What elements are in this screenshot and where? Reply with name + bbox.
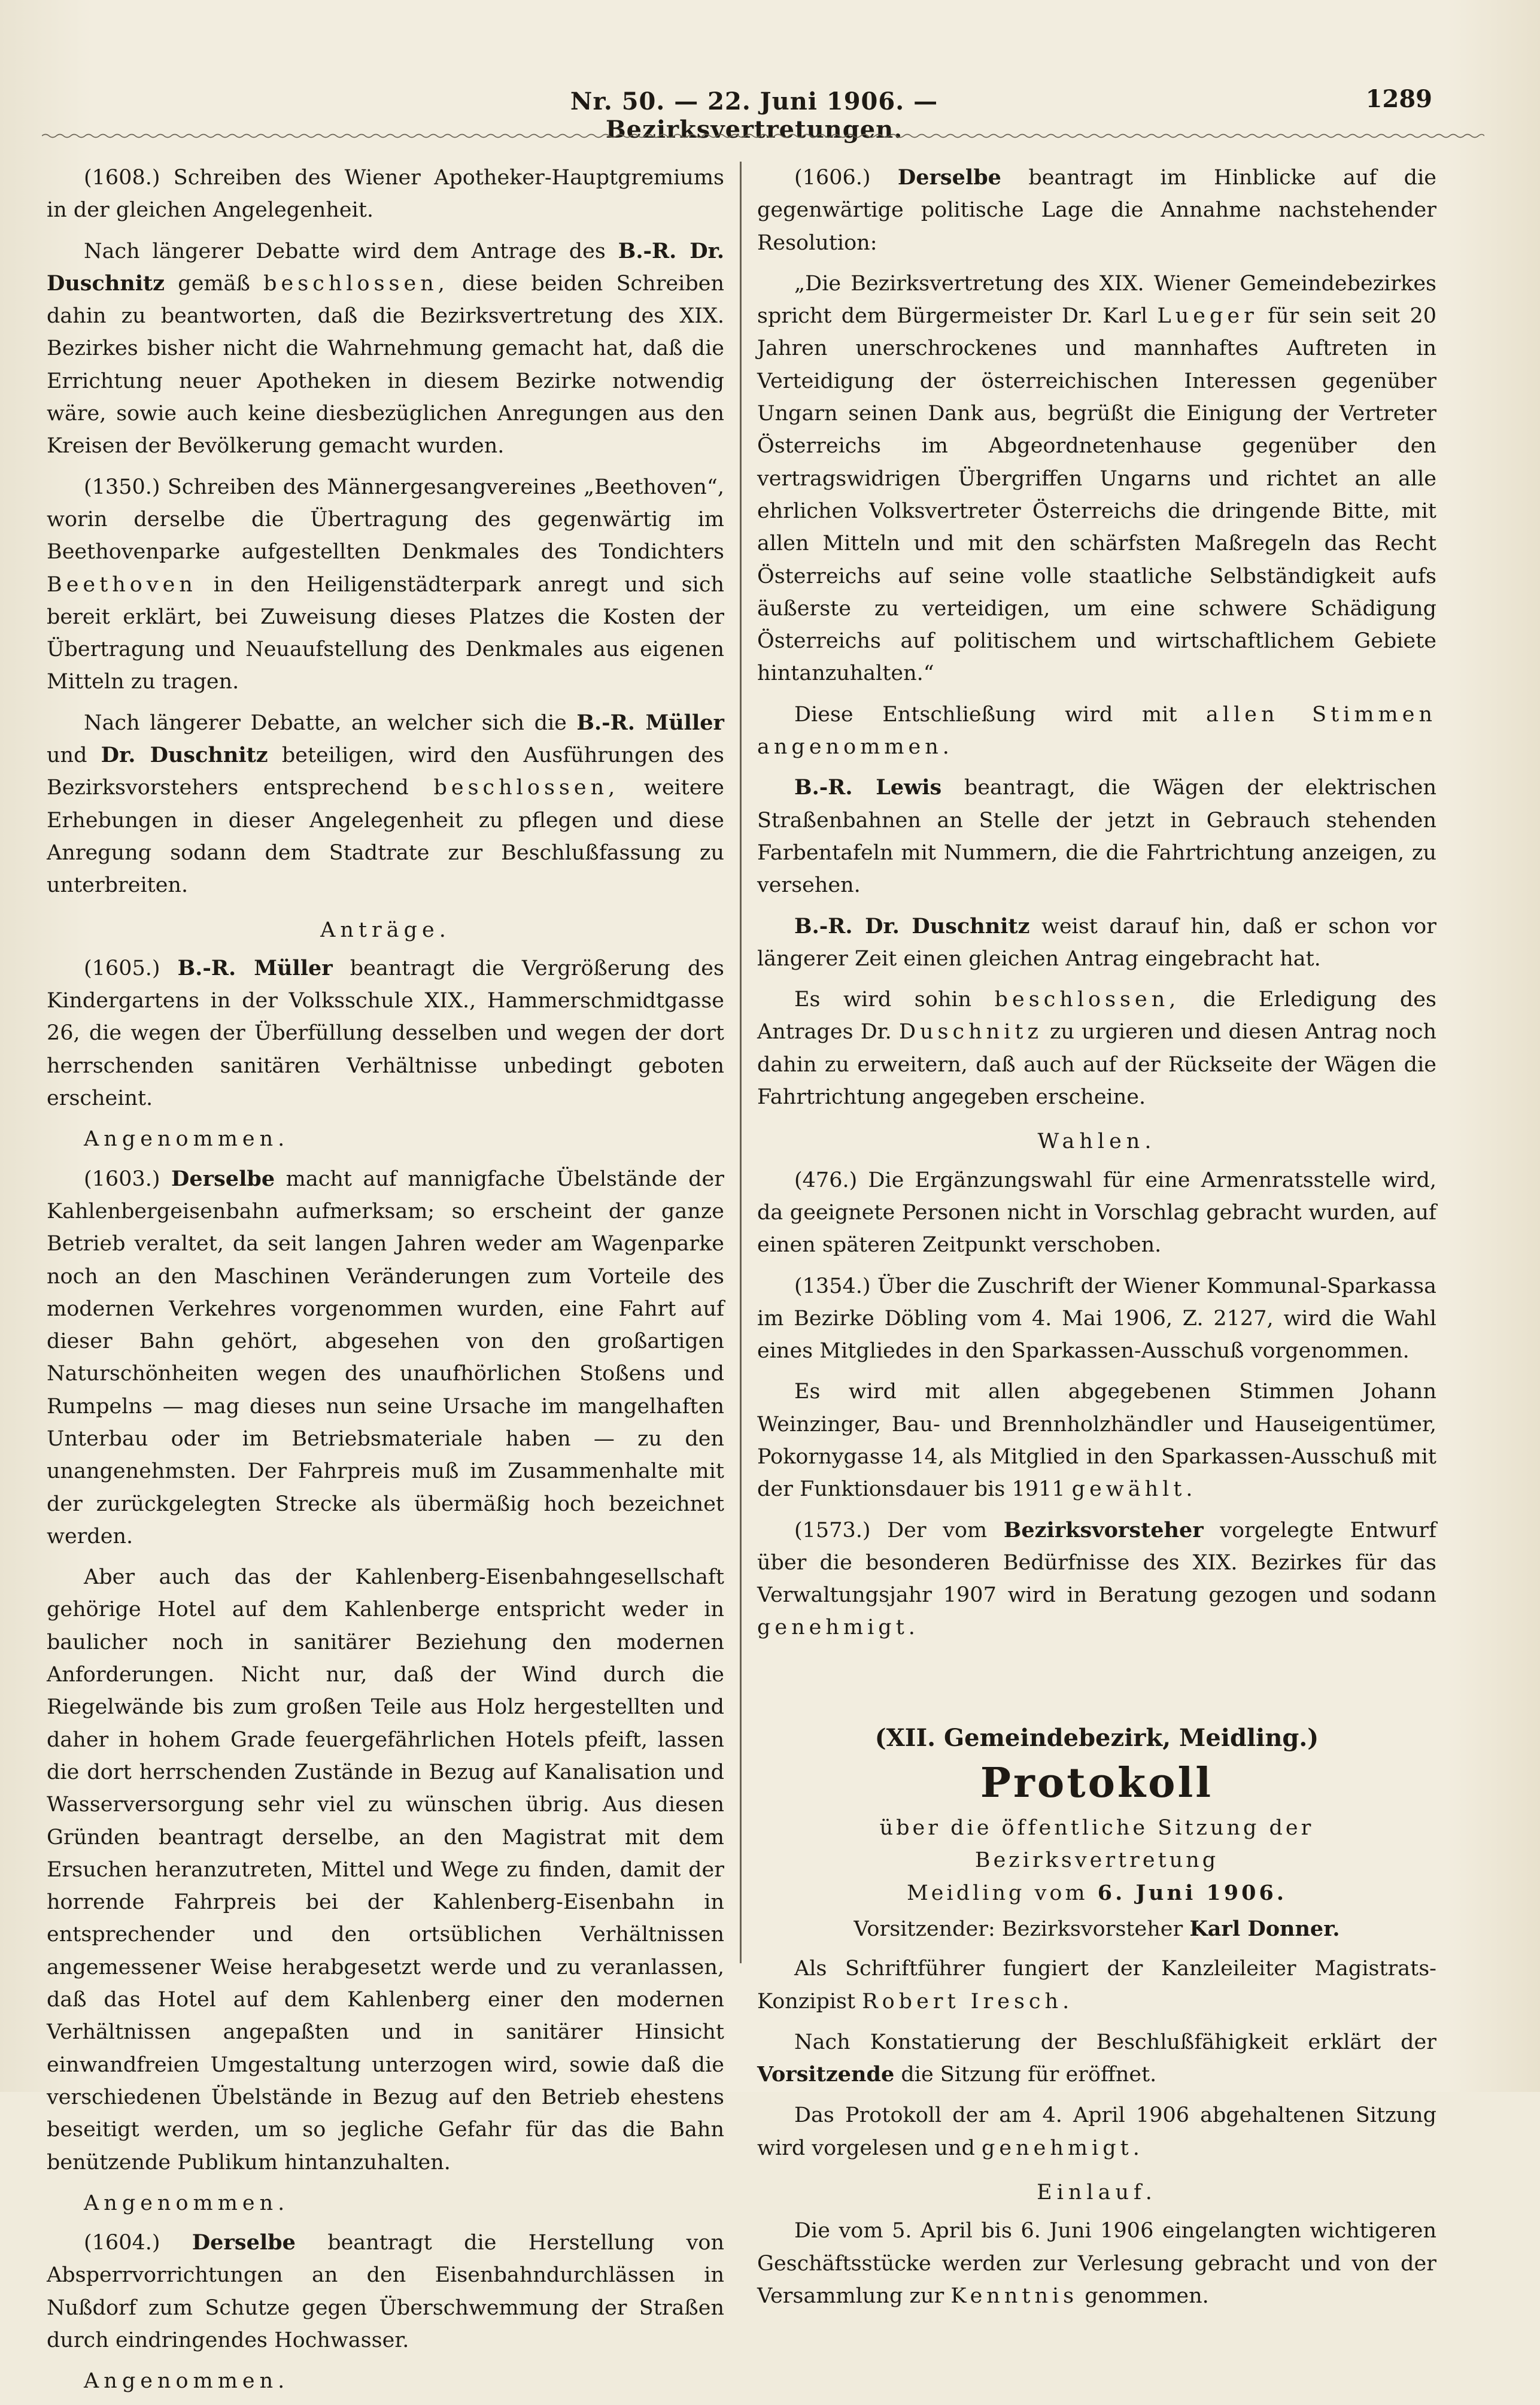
running-title: Nr. 50. — 22. Juni 1906. — Bezirksvertretungen. — [570, 87, 938, 144]
text-fragment: Es wird sohin — [794, 988, 972, 1012]
paragraph-einlauf — [757, 2215, 1436, 2312]
text-fragment: diese beiden Schreiben dahin zu beantworten, daß die Bezirksvertretung des XIX. Bezirkes bisher nicht die Wahrnehmung gemacht hat, daß die Errichtung neuer Apotheken in diesem Bezirke notwendig wäre, sowie auch keine diesbezüglichen Anregungen aus den Kreisen der Bevölkerung gemacht wurden. — [47, 271, 724, 458]
item-number: (1608.) — [84, 166, 160, 190]
header-wavy-rule — [42, 133, 1484, 139]
person-name: B.-R. Dr. Duschnitz — [794, 913, 1030, 939]
emphasis: Lueger — [1157, 304, 1258, 329]
emphasis: beschlossen, — [433, 776, 619, 800]
text-fragment: Nach Konstatierung der Beschlußfähigkeit erklärt der — [794, 2030, 1436, 2054]
text-fragment: Die vom 5. April bis 6. Juni 1906 eingelangten wichtigeren Geschäftsstücke werden zur Verlesung gebracht und von der Versammlung zur — [757, 2219, 1436, 2308]
item-number: (476.) — [794, 1168, 858, 1192]
paragraph-1603-continued: Aber auch das der Kahlenberg-Eisenbahngesellschaft gehörige Hotel auf dem Kahlenberge entspricht weder in baulicher noch in sanitärer Beziehung den modernen Anforderungen. Nicht nur, daß der Wind durch die Riegelwände bis zum großen Teile aus Holz hergestellten und daher in hohem Grade feuergefährlichen Hotels pfeift, lassen die dort herrschenden Zustände in Bezug auf Kanalisation und Wasserversorgung sehr viel zu wünschen übrig. Aus diesen Gründen beantragt derselbe, an den Magistrat mit dem Ersuchen heranzutreten, Mittel und Wege zu finden, damit der horrende Fahrpreis bei der Kahlenberg-Eisenbahn in entsprechender und den ortsüblichen Verhältnissen angemessener Weise herabgesetzt werde und zu veranlassen, daß das Hotel auf dem Kahlenberg einer den modernen Verhältnissen angepaßten und in sanitärer Hinsicht einwandfreien Umgestaltung unterzogen wird, sowie daß die verschiedenen Übelstände in Bezug auf den Betrieb ehestens beseitigt werden, um so jegliche Gefahr für das die Bahn benützende Publikum hintanzuhalten. — [47, 1565, 724, 2175]
text-fragment: Diese Entschließung wird mit — [794, 702, 1177, 727]
paragraph-1608 — [47, 162, 724, 227]
text-fragment: genommen. — [1085, 2283, 1209, 2308]
item-number: (1605.) — [84, 956, 160, 980]
person-name: Dr. Duschnitz — [101, 743, 268, 768]
paragraph-1350-decision — [47, 707, 724, 902]
section-heading-einlauf: Einlauf. — [1037, 2181, 1157, 2205]
paragraph-1350 — [47, 471, 724, 699]
paragraph-minutes — [757, 2099, 1436, 2164]
text-fragment: Über die Zuschrift der Wiener Kommunal-Sparkassa im Bezirke Döbling vom 4. Mai 1906, Z. 2127, wird die Wahl eines Mitgliedes in den Sparkassen-Ausschuß vorgenommen. — [757, 1274, 1436, 1364]
paragraph-1603 — [47, 1163, 724, 1553]
text-fragment: Das Protokoll der am 4. April 1906 abgehaltenen Sitzung wird vorgelesen und — [757, 2103, 1436, 2160]
text-fragment: Es wird mit allen abgegebenen Stimmen Johann Weinzinger, Bau- und Brennholzhändler und Hauseigentümer, Pokornygasse 14, als Mitglied in den Sparkassen-Ausschuß mit der Funktionsdauer bis 1911 — [757, 1380, 1436, 1502]
emphasis: Duschnitz — [898, 1020, 1043, 1044]
text-fragment: „Die Bezirksvertretung des XIX. Wiener Gemeindebezirkes spricht dem Bürgermeister Dr. Karl — [757, 271, 1436, 329]
paragraph-1608-decision — [47, 235, 724, 463]
item-number: (1354.) — [794, 1274, 871, 1298]
text-fragment: Nach längerer Debatte, an welcher sich die — [84, 710, 567, 735]
text-fragment: Nach längerer Debatte wird dem Antrage des — [84, 239, 606, 263]
paragraph-lewis — [757, 772, 1436, 901]
text-fragment: beteiligen, wird den Ausführungen des Bezirksvorstehers entsprechend — [47, 743, 724, 800]
chairman-line — [757, 1913, 1436, 1945]
paragraph-1573 — [757, 1514, 1436, 1644]
date: 6. Juni 1906. — [1097, 1880, 1287, 1905]
right-column — [757, 162, 1436, 2321]
paragraph-duschnitz — [757, 910, 1436, 976]
adopted-note: Angenommen. — [84, 1127, 290, 1152]
session-date — [757, 1877, 1436, 1909]
emphasis: Kenntnis — [950, 2283, 1079, 2308]
paragraph-476 — [757, 1164, 1436, 1262]
adopted-note: Angenommen. — [84, 2369, 290, 2394]
text-fragment: vorgelegte Entwurf über die besonderen Bedürfnisse des XIX. Bezirkes für das Verwaltungsjahr 1907 wird in Beratung gezogen und sodann — [757, 1518, 1436, 1608]
person-name: Vorsitzende — [757, 2062, 895, 2087]
text-fragment: Schreiben des Männergesangvereines „Beethoven“, worin derselbe die Übertragung des gegenwärtig im Beethovenparke aufgestellten Denkmales des Tondichters — [47, 475, 724, 564]
paragraph-1605 — [47, 952, 724, 1115]
paragraph-decision — [757, 983, 1436, 1113]
text-fragment: in den Heiligenstädterpark anregt und sich bereit erklärt, bei Zuweisung dieses Platzes die Kosten der Übertragung und Neuaufstellung des Denkmales aus eigenen Mitteln zu tragen. — [47, 572, 724, 694]
item-number: (1350.) — [84, 475, 160, 499]
paragraph-1354 — [757, 1270, 1436, 1368]
text-fragment: weitere Erhebungen in dieser Angelegenheit zu pflegen und diese Anregung sodann dem Stadtrate zur Beschlußfassung zu unterbreiten. — [47, 776, 724, 898]
text-fragment: beantragt die Herstellung von Absperrvorrichtungen an den Eisenbahndurchlässen in Nußdorf zum Schutze gegen Überschwemmung der Straßen durch eindringendes Hochwasser. — [47, 2231, 724, 2352]
running-header — [0, 83, 1540, 144]
item-number: (1603.) — [84, 1167, 160, 1191]
item-number: (1573.) — [794, 1518, 871, 1542]
person-name: Derselbe — [192, 2230, 296, 2255]
protokoll-title: Protokoll — [980, 1759, 1214, 1808]
section-heading-wahlen: Wahlen. — [1037, 1129, 1156, 1154]
item-number: (1606.) — [794, 166, 871, 190]
person-name: B.-R. Müller — [576, 710, 724, 735]
emphasis: beschlossen, — [263, 271, 449, 296]
section-heading-antraege: Anträge. — [320, 918, 451, 942]
column-divider — [740, 162, 742, 1963]
paragraph-secretary — [757, 1952, 1436, 2018]
person-name: Robert Iresch. — [862, 1989, 1074, 2014]
person-name: Bezirksvorsteher — [1003, 1517, 1204, 1542]
text-fragment: und — [47, 743, 87, 768]
person-name: Derselbe — [171, 1166, 275, 1191]
resolution-adopted — [757, 699, 1436, 764]
paragraph-opening — [757, 2026, 1436, 2091]
text-fragment: für sein seit 20 Jahren unerschrockenes und mannhaftes Auftreten in Verteidigung der österreichischen Interessen gegenüber Ungarn seinen Dank aus, begrüßt die Einigung der Vertreter Österreichs im Abgeordnetenhause gegenüber den vertragswidrigen Übergriffen Ungarns und richtet an alle ehrlichen Volksvertreter Österreichs die dringende Bitte, mit allen Mitteln und mit den schärfsten Maßregeln das Recht Österreichs auf seine volle staatliche Selbständigkeit aufs äußerste zu verteidigen, um eine schwere Schädigung Österreichs auf politischem und wirtschaftlichem Gebiete hintanzuhalten.“ — [757, 304, 1436, 686]
text-fragment: weist darauf hin, daß er schon vor längerer Zeit einen gleichen Antrag eingebracht hat. — [757, 914, 1436, 971]
paragraph-1604 — [47, 2227, 724, 2357]
emphasis: allen Stimmen angenommen. — [757, 702, 1436, 760]
emphasis: genehmigt. — [757, 1616, 919, 1640]
text-fragment: zu urgieren und diesen Antrag noch dahin zu erweitern, daß auch auf der Rückseite der Wägen die Fahrtrichtung angegeben erscheine. — [757, 1020, 1436, 1110]
text-fragment: macht auf mannigfache Übelstände der Kahlenbergeisenbahn aufmerksam; so erscheint der ganze Betrieb veraltet, da seit langen Jahren weder am Wagenparke noch an den Maschinen Veränderungen zum Vorteile des modernen Verkehres vorgenommen wurden, eine Fahrt auf dieser Bahn gehört, abgesehen von den großartigen Naturschönheiten wegen des unaufhörlichen Stoßens und Rumpelns — mag dieses nun seine Ursache im mangelhaften Unterbau oder im Betriebsmateriale haben — zu den unangenehmsten. Der Fahrpreis muß im Zusammenhalte mit der zurückgelegten Strecke als übermäßig hoch bezeichnet werden. — [47, 1167, 724, 1548]
district-title: (XII. Gemeindebezirk, Meidling.) — [874, 1723, 1319, 1752]
session-subtitle: über die öffentliche Sitzung der Bezirksvertretung — [879, 1816, 1314, 1873]
text-fragment: die Sitzung für eröffnet. — [901, 2063, 1157, 2087]
text-fragment: Der vom — [887, 1518, 988, 1542]
text-fragment: beantragt die Vergrößerung des Kindergartens in der Volksschule XIX., Hammerschmidtgasse 26, die wegen der Überfüllung desselben und wegen der dort herrschenden sanitären Verhältnisse unbedingt geboten erscheint. — [47, 956, 724, 1111]
left-column — [47, 162, 724, 2405]
page-number: 1289 — [1365, 85, 1432, 113]
emphasis: gewählt. — [1071, 1477, 1197, 1502]
text-fragment: beantragt im Hinblicke auf die gegenwärtige politische Lage die Annahme nachstehender Resolution: — [757, 166, 1436, 255]
paragraph-election-result — [757, 1375, 1436, 1505]
emphasis: Beethoven — [47, 572, 197, 597]
text-fragment: Als Schriftführer fungiert der Kanzleileiter Magistrats-Konzipist — [757, 1957, 1436, 2014]
item-number: (1604.) — [84, 2231, 160, 2255]
adopted-note: Angenommen. — [84, 2191, 290, 2215]
text-fragment: Vorsitzender: Bezirksvorsteher — [853, 1917, 1183, 1941]
text-fragment: beantragt, die Wägen der elektrischen Straßenbahnen an Stelle der jetzt in Gebrauch stehenden Farbentafeln mit Nummern, die die Fahrtrichtung anzeigen, zu versehen. — [757, 776, 1436, 898]
text-fragment: Meidling vom — [906, 1881, 1088, 1905]
person-name: B.-R. Müller — [177, 955, 333, 980]
emphasis: genehmigt. — [981, 2136, 1144, 2160]
person-name: Derselbe — [897, 165, 1001, 190]
paragraph-text: Schreiben des Wiener Apotheker-Hauptgremiums in der gleichen Angelegenheit. — [47, 166, 724, 223]
paragraph-1606 — [757, 162, 1436, 259]
person-name: B.-R. Lewis — [794, 775, 942, 800]
person-name: Karl Donner. — [1189, 1916, 1340, 1941]
text-fragment: gemäß — [178, 271, 250, 296]
text-fragment: die Erledigung des Antrages Dr. — [757, 988, 1436, 1044]
text-fragment: Die Ergänzungswahl für eine Armenratsstelle wird, da geeignete Personen nicht in Vorschlag gebracht wurden, auf einen späteren Zeitpunkt verschoben. — [757, 1168, 1436, 1258]
resolution-text — [757, 268, 1436, 690]
emphasis: beschlossen, — [994, 988, 1180, 1012]
person-name: B.-R. Dr. Duschnitz — [47, 238, 725, 296]
